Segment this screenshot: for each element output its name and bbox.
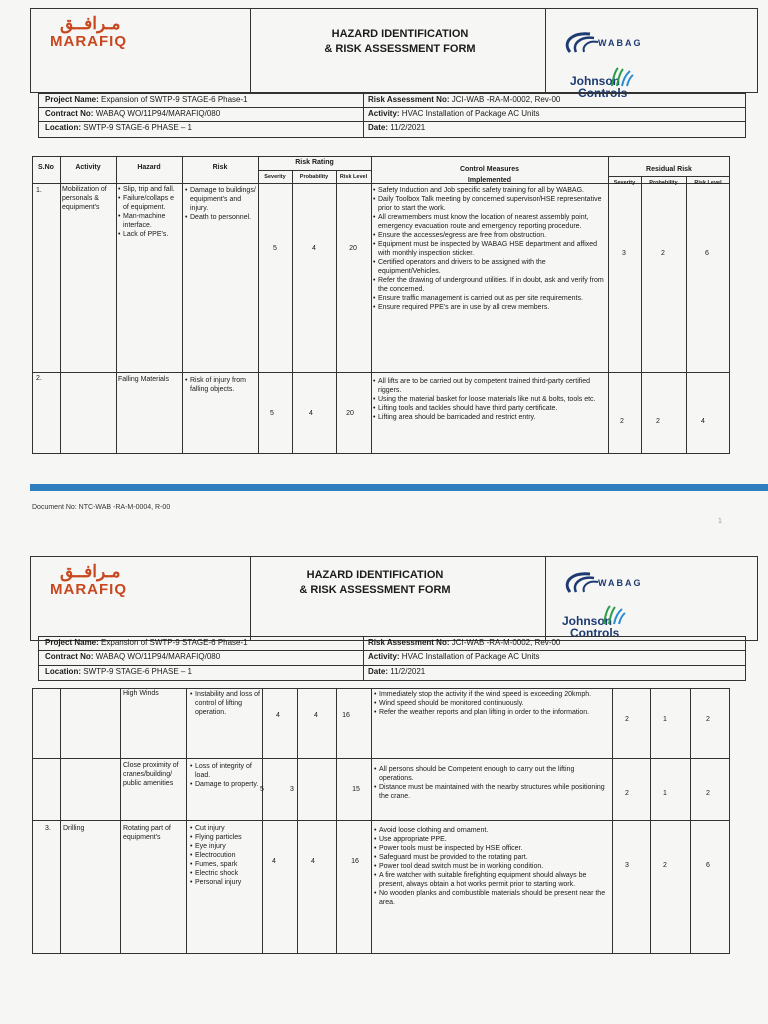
rowA-risk-level: 16: [342, 712, 350, 719]
row1-res-probability: 2: [661, 250, 665, 257]
rowC-probability: 4: [311, 858, 315, 865]
header-control-measures: Control Measures Implemented: [459, 166, 520, 184]
header-risk-level: Risk Level: [339, 174, 368, 180]
form-title: HAZARD IDENTIFICATION & RISK ASSESSMENT FORM: [324, 28, 476, 55]
rowC-res-severity: 3: [625, 862, 629, 869]
risk-assessment-no-field: Risk Assessment No: JCI-WAB -RA-M-0002, Rev-00: [368, 95, 561, 104]
rowB-risk-level: 15: [352, 786, 360, 793]
wabag-swoosh-icon: [560, 30, 600, 56]
johnson-controls-icon: [600, 604, 626, 626]
row1-hazards: • Slip, trip and fall. • Failure/collaps e of equipment. • Man-machine interface. • Lack of PPE's.: [118, 185, 180, 239]
rowC-hazard: Rotating part of equipment's: [123, 825, 171, 841]
marafiq-logo: MARAFIQ: [50, 33, 127, 50]
rowB-hazard: Close proximity of cranes/building/ public amenities: [123, 762, 179, 787]
contract-no-field: Contract No: WABAQ WO/11P94/MARAFIQ/080: [45, 652, 221, 661]
header-activity: Activity: [75, 164, 101, 171]
header-res-severity: Severity: [613, 180, 636, 186]
activity-field: Activity: HVAC Installation of Package AC Units: [368, 652, 540, 661]
row2-risks: • Risk of injury from falling objects.: [185, 376, 257, 394]
header-res-probability: Probability: [649, 180, 678, 186]
marafiq-logo: MARAFIQ: [50, 581, 127, 598]
row2-hazard: Falling Materials: [118, 376, 169, 383]
rowC-activity: Drilling: [63, 825, 85, 832]
rowB-res-severity: 2: [625, 790, 629, 797]
johnson-controls-icon: [608, 66, 634, 88]
rowB-risks: • Loss of integrity of load. • Damage to property.: [190, 762, 260, 789]
wabag-logo: WABAG: [598, 38, 643, 48]
rowB-controls: • All persons should be Competent enough to carry out the lifting operations. • Distance must be maintained with the nearby structures while positioning the crane.: [374, 765, 610, 801]
header-residual-risk: Residual Risk: [646, 166, 692, 173]
header-severity: Severity: [264, 174, 286, 180]
contract-no-field: Contract No: WABAQ WO/11P94/MARAFIQ/080: [45, 109, 221, 118]
location-field: Location: SWTP-9 STAGE-6 PHASE – 1: [45, 667, 193, 676]
rowC-controls: • Avoid loose clothing and ornament. • Use appropriate PPE. • Power tools must be inspected by HSE officer. • Safeguard must be provided to the rotating part. • Power tool dead switch must be in working condition. • A fire watcher with suitable firefighting equipment should always be present, always obtain a hot works permit prior to starting work. • No wooden planks and combustible materials should be present near the area.: [374, 826, 610, 907]
project-name-field: Project Name: Expansion of SWTP-9 STAGE-6 Phase-1: [45, 95, 248, 104]
johnson-controls-logo: Johnson Controls: [570, 74, 628, 100]
rowA-res-probability: 1: [663, 716, 667, 723]
activity-field: Activity: HVAC Installation of Package AC Units: [368, 109, 540, 118]
row2-res-risk-level: 4: [701, 418, 705, 425]
rowA-hazard: High Winds: [123, 690, 159, 697]
rowA-res-severity: 2: [625, 716, 629, 723]
marafiq-logo-arabic: مـرافــق: [60, 14, 121, 34]
rowA-severity: 4: [276, 712, 280, 719]
rowB-probability: 3: [290, 786, 294, 793]
location-field: Location: SWTP-9 STAGE-6 PHASE – 1: [45, 123, 193, 132]
rowA-probability: 4: [314, 712, 318, 719]
row1-activity: Mobilization of personals & equipment's: [62, 186, 107, 211]
risk-table-page-2: [32, 688, 730, 954]
rowC-sno: 3.: [45, 825, 51, 832]
rowB-severity: 5: [260, 786, 264, 793]
row1-severity: 5: [273, 245, 277, 252]
wabag-logo: WABAG: [598, 578, 643, 588]
rowC-res-risk-level: 6: [706, 862, 710, 869]
row1-res-severity: 3: [622, 250, 626, 257]
form-page-1: [0, 0, 768, 480]
row2-sno: 2.: [36, 375, 42, 382]
rowB-res-risk-level: 2: [706, 790, 710, 797]
date-field: Date: 11/2/2021: [368, 123, 426, 132]
row1-controls: • Safety Induction and Job specific safety training for all by WABAG. • Daily Toolbox Talk meeting by concerned supervisor/HSE representative prior to start the work. • All crewmembers must know the location of nearest assembly point, emergency evacuation route and emergency reporting procedure. • Ensure the accesses/egress are free from obstruction. • Equipment must be inspected by WABAG HSE department and affixed with monthly inspection sticker. • Certified operators and drivers to be assigned with the equipment/Vehicles. • Refer the drawing of underground utilities. If in doubt, ask and verify from the concerned. • Ensure traffic management is carried out as per site requirements. • Ensure required PPE's are in use by all crew members.: [373, 186, 605, 312]
rowA-res-risk-level: 2: [706, 716, 710, 723]
row1-risk-level: 20: [349, 245, 357, 252]
document-number: Document No: NTC-WAB -RA-M-0004, R-00: [32, 504, 171, 511]
row2-res-probability: 2: [656, 418, 660, 425]
johnson-controls-logo: Johnson Controls: [562, 614, 620, 640]
row2-severity: 5: [270, 410, 274, 417]
project-name-field: Project Name: Expansion of SWTP-9 STAGE-6 Phase-1: [45, 638, 248, 647]
rowC-severity: 4: [272, 858, 276, 865]
row2-res-severity: 2: [620, 418, 624, 425]
rowC-res-probability: 2: [663, 862, 667, 869]
row1-risks: • Damage to buildings/ equipment's and injury. • Death to personnel.: [185, 186, 257, 222]
row2-probability: 4: [309, 410, 313, 417]
risk-assessment-no-field: Risk Assessment No: JCI-WAB -RA-M-0002, Rev-00: [368, 638, 561, 647]
header-probability: Probability: [299, 174, 329, 180]
form-page-2: [0, 548, 768, 1024]
header-risk-rating: Risk Rating: [295, 159, 334, 166]
marafiq-logo-arabic: مـرافــق: [60, 562, 121, 582]
wabag-swoosh-icon: [560, 570, 600, 596]
header-sno: S.No: [38, 164, 54, 171]
row1-sno: 1.: [36, 187, 42, 194]
row2-risk-level: 20: [346, 410, 354, 417]
row1-res-risk-level: 6: [705, 250, 709, 257]
page-number: 1: [718, 518, 722, 525]
form-title: HAZARD IDENTIFICATION & RISK ASSESSMENT FORM: [299, 569, 451, 596]
date-field: Date: 11/2/2021: [368, 667, 426, 676]
rowB-res-probability: 1: [663, 790, 667, 797]
row1-probability: 4: [312, 245, 316, 252]
rowA-risks: • Instability and loss of control of lifting operation.: [190, 690, 260, 717]
header-res-risk-level: Risk Level: [694, 180, 722, 186]
rowC-risks: • Cut injury • Flying particles • Eye injury • Electrocution • Fumes, spark • Electric shock • Personal injury: [190, 824, 260, 887]
rowC-risk-level: 16: [351, 858, 359, 865]
rowA-controls: • Immediately stop the activity if the wind speed is exceeding 20kmph. • Wind speed should be monitored continuously. • Refer the weather reports and plan lifting in order to the information.: [374, 690, 610, 717]
footer-rule: [30, 484, 768, 491]
header-risk: Risk: [212, 164, 228, 171]
header-hazard: Hazard: [137, 164, 161, 171]
row2-controls: • All lifts are to be carried out by competent trained third-party certified riggers. • Using the material basket for loose materials like nut & bolts, tools etc. • Lifting tools and tackles should have third party certificate. • Lifting area should be barricaded and restrict entry.: [373, 377, 605, 422]
